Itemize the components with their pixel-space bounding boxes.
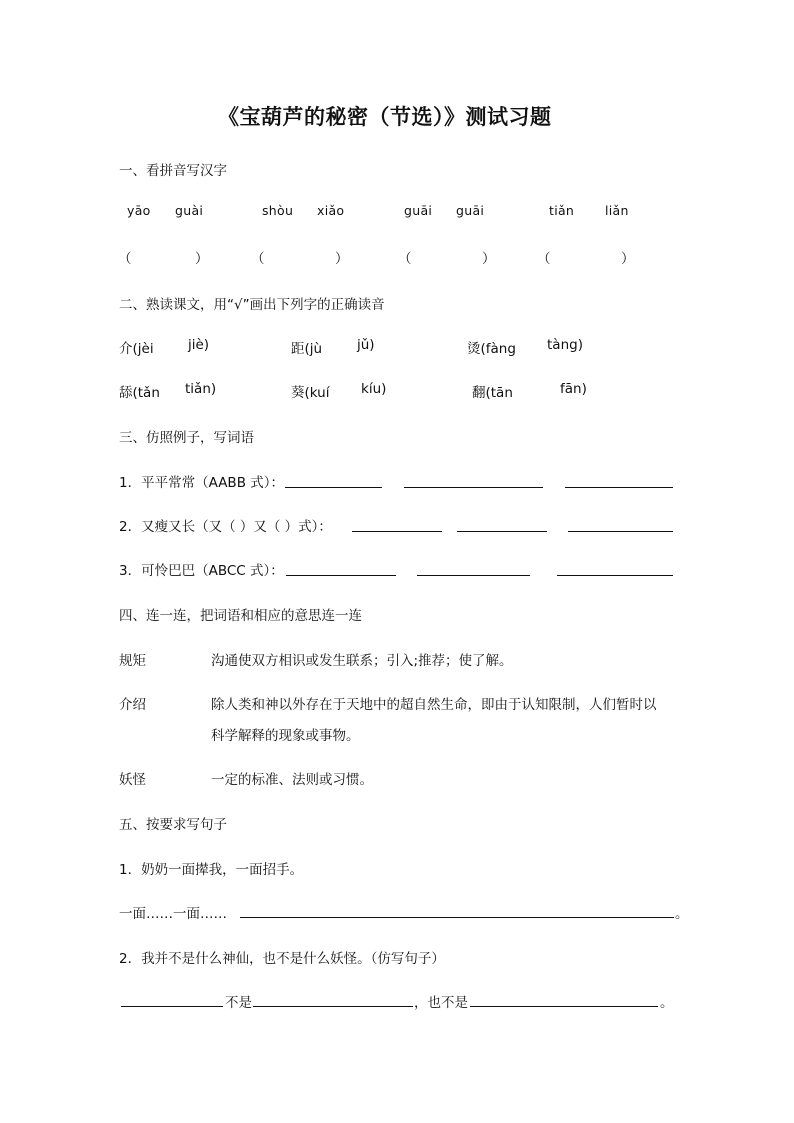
end-mark: 。 <box>660 995 674 1011</box>
match-meaning-continued: 科学解释的现象或事物。 <box>211 728 360 744</box>
pinyin-tian: tiǎn <box>549 203 575 218</box>
word-question-1: 1．平平常常（AABB 式）： <box>119 475 284 491</box>
pinyin-guai: guài <box>175 203 204 218</box>
sentence-prefix: 一面……一面…… <box>119 906 227 922</box>
pinyin-guai-1: guāi <box>404 203 433 218</box>
reading-option[interactable]: fān) <box>560 381 587 397</box>
reading-option[interactable]: jiè) <box>188 337 210 353</box>
reading-option[interactable]: 葵(kuí <box>291 385 330 401</box>
reading-option[interactable]: tiǎn) <box>185 381 217 397</box>
answer-line[interactable] <box>240 917 674 918</box>
match-word[interactable]: 妖怪 <box>119 772 146 788</box>
answer-line[interactable] <box>121 1006 223 1007</box>
pinyin-lian: liǎn <box>605 203 629 218</box>
paren-close: ） <box>482 251 496 267</box>
paren-close: ） <box>335 251 349 267</box>
paren-close: ） <box>621 251 635 267</box>
match-meaning[interactable]: 一定的标准、法则或习惯。 <box>211 772 373 788</box>
reading-option[interactable]: 舔(tǎn <box>119 385 160 401</box>
answer-line[interactable] <box>253 1006 413 1007</box>
page-title: 《宝葫芦的秘密（节选）》测试习题 <box>218 104 552 129</box>
word-question-3: 3．可怜巴巴（ABCC 式）： <box>119 563 284 579</box>
answer-line[interactable] <box>286 575 396 576</box>
answer-line[interactable] <box>565 487 673 488</box>
pinyin-shou: shòu <box>262 203 294 218</box>
sentence-word-yebushi: ，也不是 <box>414 995 468 1011</box>
reading-option[interactable]: kíu) <box>361 381 387 397</box>
answer-line[interactable] <box>285 487 382 488</box>
reading-option[interactable]: 距(jù <box>291 341 323 357</box>
match-word[interactable]: 介绍 <box>119 697 146 713</box>
answer-line[interactable] <box>404 487 543 488</box>
paren-open: （ <box>251 251 265 267</box>
answer-line[interactable] <box>352 531 442 532</box>
paren-open: （ <box>118 251 132 267</box>
pinyin-xiao: xiǎo <box>317 203 345 218</box>
paren-open: （ <box>537 251 551 267</box>
sentence-question-1: 1．奶奶一面撵我，一面招手。 <box>119 862 304 878</box>
word-question-2: 2．又瘦又长（又（ ）又（ ）式）： <box>119 519 332 535</box>
end-mark: 。 <box>675 906 689 922</box>
reading-option[interactable]: 翻(tān <box>472 385 513 401</box>
reading-option[interactable]: 烫(fàng <box>467 341 516 357</box>
answer-line[interactable] <box>457 531 547 532</box>
answer-line[interactable] <box>568 531 673 532</box>
reading-option[interactable]: jǔ) <box>357 337 375 353</box>
section-4-heading: 四、连一连，把词语和相应的意思连一连 <box>119 608 362 624</box>
answer-line[interactable] <box>557 575 673 576</box>
pinyin-guai-2: guāi <box>456 203 485 218</box>
paren-open: （ <box>398 251 412 267</box>
section-2-heading: 二、熟读课文，用“√”画出下列字的正确读音 <box>119 297 385 313</box>
match-word[interactable]: 规矩 <box>119 653 146 669</box>
section-5-heading: 五、按要求写句子 <box>119 817 227 833</box>
paren-close: ） <box>195 251 209 267</box>
match-meaning[interactable]: 除人类和神以外存在于天地中的超自然生命，即由于认知限制，人们暂时以 <box>211 697 657 713</box>
section-1-heading: 一、看拼音写汉字 <box>119 163 227 179</box>
pinyin-yao: yāo <box>127 203 151 218</box>
section-3-heading: 三、仿照例子，写词语 <box>119 430 254 446</box>
answer-line[interactable] <box>417 575 530 576</box>
match-meaning[interactable]: 沟通使双方相识或发生联系；引入;推荐；使了解。 <box>211 653 513 669</box>
reading-option[interactable]: tàng) <box>547 337 583 353</box>
sentence-question-2: 2．我并不是什么神仙，也不是什么妖怪。（仿写句子） <box>119 951 445 967</box>
answer-line[interactable] <box>470 1006 658 1007</box>
sentence-word-bushi: 不是 <box>225 995 252 1011</box>
reading-option[interactable]: 介(jèi <box>119 341 154 357</box>
